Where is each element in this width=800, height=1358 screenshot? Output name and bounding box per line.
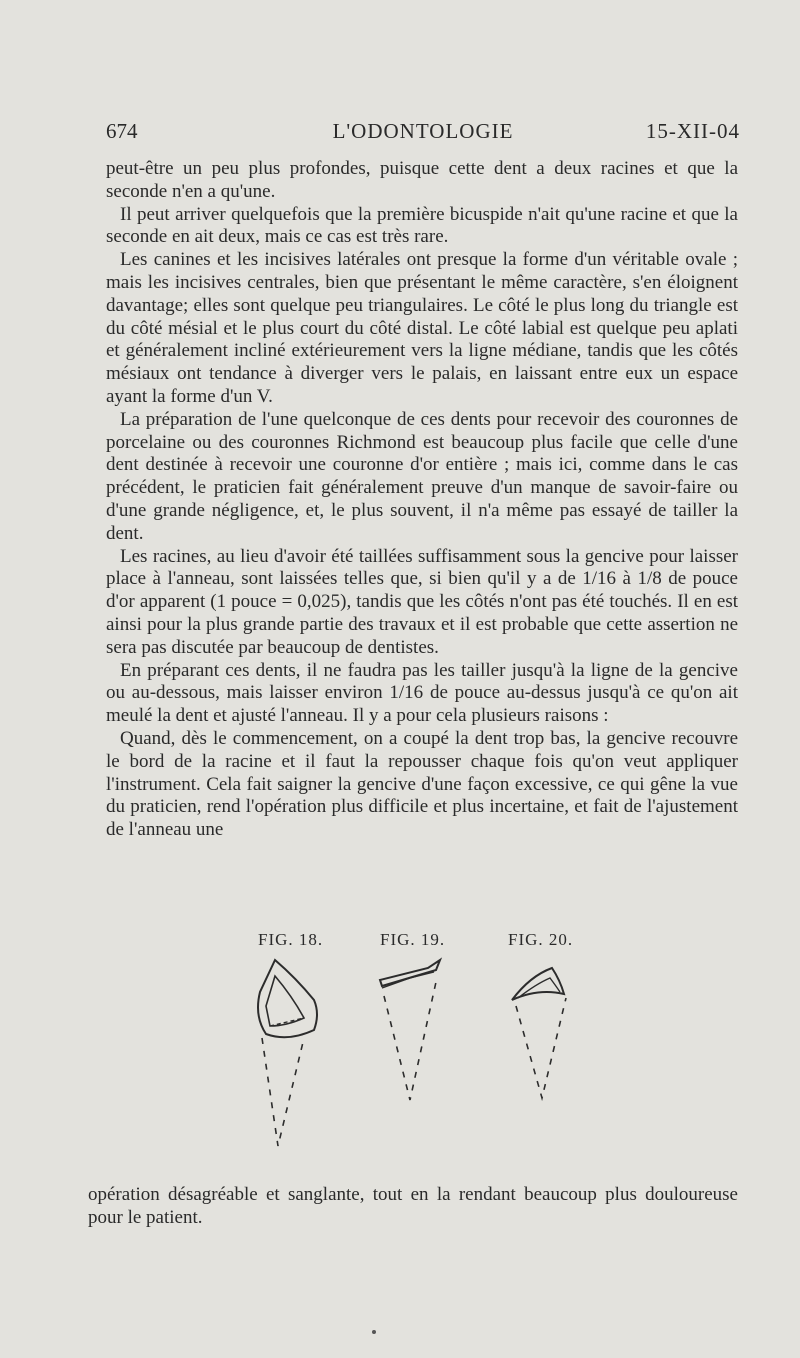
main-text — [106, 158, 738, 842]
figure-label: FIG. 18. — [258, 930, 324, 949]
paragraph: La préparation de l'une quelconque de ces dents pour recevoir des couronnes de porcelaine ou des couronnes Richmond est beaucoup plus facile que celle d'une dent destinée à recevoir une couronne d'or entière ; mais ici, comme dans le cas précédent, le praticien fait généralement preuve d'un manque de savoir-faire ou d'une grande négligence, et, le plus souvent, il n'a même pas essayé de tailler la dent. — [106, 408, 738, 544]
figure-label: FIG. 19. — [380, 930, 446, 949]
issue-date: 15-XII-04 — [645, 119, 740, 143]
paragraph: opération désagréable et sanglante, tout en la rendant beaucoup plus douloureuse pour le patient. — [88, 1184, 738, 1228]
paragraph: Les racines, au lieu d'avoir été taillées suffisamment sous la gencive pour laisser place à l'anneau, sont laissées telles que, si bien qu'il y a de 1/16 à 1/8 de pouce d'or apparent (1 pouce = 0,025), tandis que les côtés n'ont pas été touchés. Il en est ainsi pour la plus grande partie des travaux et il est probable que cette assertion ne sera pas discutée par beaucoup de dentistes. — [106, 545, 738, 658]
page-number: 674 — [106, 119, 138, 143]
figure-label: FIG. 20. — [508, 930, 574, 949]
figure-group — [230, 930, 610, 1170]
ink-speck — [372, 1330, 376, 1334]
tooth-illustrations — [230, 930, 610, 1170]
continuation-text — [88, 1184, 738, 1230]
journal-title: L'ODONTOLOGIE — [332, 119, 514, 143]
figure-19-tooth-drawing — [380, 960, 440, 1100]
page-header — [106, 119, 740, 149]
paragraph: En préparant ces dents, il ne faudra pas les tailler jusqu'à la ligne de la gencive ou au-dessous, mais laisser environ 1/16 de pouce au-dessus jusqu'à ce qu'on ait meulé la dent et ajusté l'anneau. Il y a pour cela plusieurs raisons : — [106, 659, 738, 727]
figure-20-tooth-drawing — [512, 968, 566, 1098]
paragraph: Il peut arriver quelquefois que la première bicuspide n'ait qu'une racine et que la seconde en ait deux, mais ce cas est très rare. — [106, 203, 738, 248]
paragraph: Quand, dès le commencement, on a coupé la dent trop bas, la gencive recouvre le bord de la racine et il faut la repousser chaque fois qu'on veut appliquer l'instrument. Cela fait saigner la gencive d'une façon excessive, ce qui gêne la vue du praticien, rend l'opération plus difficile et plus incertaine, et fait de l'ajustement de l'anneau une — [106, 727, 738, 841]
figure-18-tooth-drawing — [258, 960, 317, 1146]
paragraph: Les canines et les incisives latérales ont presque la forme d'un véritable ovale ; mais les incisives centrales, bien que présentant le même caractère, s'en éloignent davantage; elles sont quelque peu triangulaires. Le côté le plus long du triangle est du côté mésial et le plus court du côté distal. Le côté labial est quelque peu aplati et généralement incliné extérieurement vers la ligne médiane, tandis que les côtés mésiaux ont tendance à diverger vers le palais, en laissant entre eux un espace ayant la forme d'un V. — [106, 249, 738, 407]
paragraph: peut-être un peu plus profondes, puisque cette dent a deux racines et que la seconde n'en a qu'une. — [106, 158, 738, 202]
